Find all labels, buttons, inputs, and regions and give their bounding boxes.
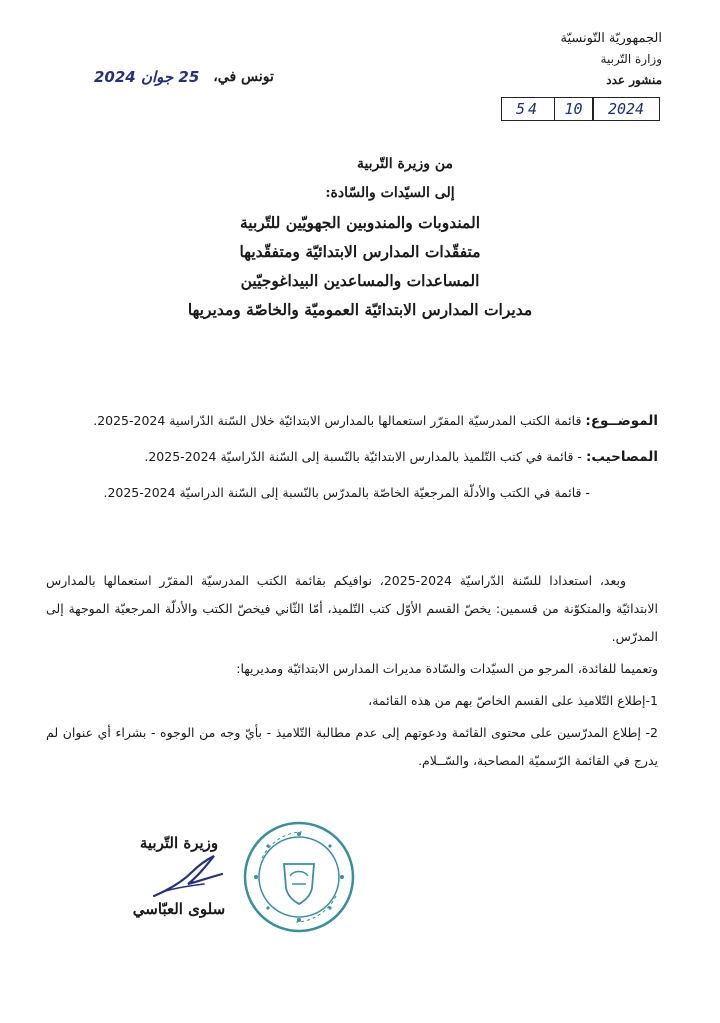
attachments-label: المصاحيب: — [585, 449, 658, 465]
ref-number: 54 — [501, 97, 555, 121]
signatory-name: سلوى العبّاسي — [132, 900, 226, 918]
addressee-line-2: متفقّدات المدارس الابتدائيّة ومتفقّديها — [239, 242, 481, 261]
place-date-label: تونس في، — [213, 69, 274, 85]
ministry-name: وزارة التّربية — [600, 52, 662, 66]
date-stamp: 25 جوان 2024 — [94, 68, 200, 86]
subject-label: الموضــوع: — [585, 413, 658, 429]
to-line: إلى السيّدات والسّادة: — [325, 185, 455, 201]
subject-block — [48, 403, 658, 510]
instruction-item-1: 1-إطلاع التّلاميذ على القسم الخاصّ بهم من هذه القائمة، — [368, 693, 658, 708]
date-line — [94, 62, 324, 92]
official-seal-icon — [240, 818, 358, 936]
body-paragraph-1: وبعد، استعدادا للسّنة الدّراسيّة 2024-2025، نوافيكم بقائمة الكتب المدرسيّة المقرّر استعمالها بالمدارس الابتدائيّة والمتكوّنة من قسمين: يخصّ القسم الأوّل كتب التّلميذ، أمّا الثّاني فيخصّ الكتب والأدلّة المرجعيّة الموجهة إلى المدرّس. — [46, 573, 658, 644]
signatory-title: وزيرة التّربية — [139, 834, 219, 852]
reference-number-box — [503, 97, 661, 121]
attachment-2: - قائمة في الكتب والأدلّة المرجعيّة الخاصّة بالمدرّس بالنّسبة إلى السّنة الدراسيّة 2024-2025. — [103, 485, 590, 500]
attachment-1: - قائمة في كتب التّلميذ بالمدارس الابتدائيّة بالنّسبة إلى السّنة الدّراسيّة 2024-2025. — [144, 449, 582, 464]
addressee-line-1: المندوبات والمندوبين الجهويّين للتّربية — [239, 213, 481, 232]
instruction-item-2: 2- إطلاع المدرّسين على محتوى القائمة ودعوتهم إلى عدم مطالبة التّلاميذ - بأيّ وجه من الوجوه - بشراء أي عنوان لم يدرج في القائمة الرّسميّة المصاحبة، والسّــلام. — [46, 725, 658, 768]
republic-name: الجمهوريّة التّونسيّة — [560, 31, 662, 46]
addressee-line-4: مديرات المدارس الابتدائيّة العموميّة والخاصّة ومديريها — [187, 300, 533, 319]
attachment-2-row — [48, 475, 658, 510]
ministry-header — [522, 28, 662, 91]
addressee-line-3: المساعدات والمساعدين البيداغوجيّين — [240, 271, 480, 290]
subject-row — [48, 403, 658, 439]
body-text — [46, 567, 658, 779]
from-line: من وزيرة التّربية — [356, 156, 454, 172]
body-paragraph-2: وتعميما للفائدة، المرجو من السيّدات والسّادة مديرات المدارس الابتدائيّة ومديريها: — [236, 661, 658, 676]
handwritten-signature-icon — [148, 852, 228, 902]
attachments-row — [48, 439, 658, 475]
subject-text: قائمة الكتب المدرسيّة المقرّر استعمالها بالمدارس الابتدائيّة خلال السّنة الدّراسية 2024-2025. — [93, 413, 582, 428]
circular-label: منشور عدد — [606, 73, 662, 87]
ref-month: 10 — [554, 97, 594, 121]
ref-year: 2024 — [592, 97, 660, 121]
addressees-block — [0, 150, 720, 324]
